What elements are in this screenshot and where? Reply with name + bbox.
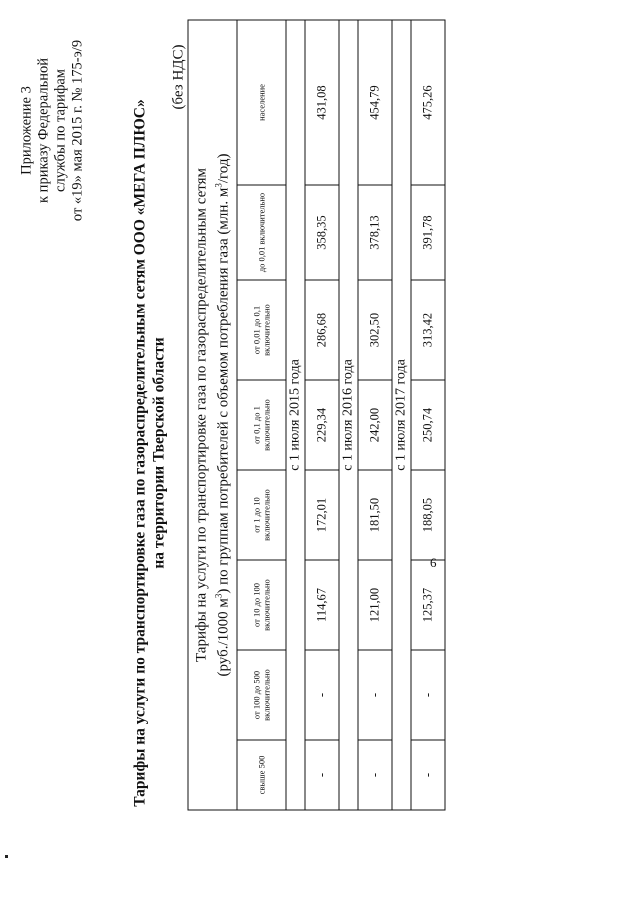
table-cell: 172,01	[305, 470, 339, 560]
table-cell: -	[358, 650, 392, 740]
table-cell: 121,00	[358, 560, 392, 650]
tariff-table	[187, 19, 445, 810]
unit-exponent: 3	[212, 593, 223, 598]
table-cell: -	[411, 650, 445, 740]
period-label: с 1 июля 2015 года	[286, 19, 305, 809]
table-cell: 302,50	[358, 280, 392, 380]
table-cell: 378,13	[358, 185, 392, 280]
table-cell: 391,78	[411, 185, 445, 280]
header-cell: от 0,01 до 0,1 включительно	[237, 280, 286, 380]
period-row	[286, 19, 305, 809]
table-row	[305, 19, 339, 809]
table-caption	[188, 19, 237, 809]
page-number: 6	[430, 555, 437, 570]
table-cell: 125,37	[411, 560, 445, 650]
table-cell: 286,68	[305, 280, 339, 380]
scan-mark	[5, 855, 8, 858]
header-cell: до 0,01 включительно	[237, 185, 286, 280]
table-cell: 358,35	[305, 185, 339, 280]
table-row	[411, 19, 445, 809]
title-line-1: Тарифы на услуги по транспортировке газа по газораспределительным сетям ООО «МЕГА ПЛЮС»	[131, 98, 148, 807]
table-cell: 114,67	[305, 560, 339, 650]
header-cell: от 10 до 100 включительно	[237, 560, 286, 650]
title-line-2: на территории Тверской области	[150, 336, 167, 569]
period-label: с 1 июля 2016 года	[339, 19, 358, 809]
header-cell: население	[237, 19, 286, 184]
table-cell: 181,50	[358, 470, 392, 560]
unit-exponent: 3	[212, 182, 223, 188]
header-row	[237, 19, 286, 809]
table-cell: 431,08	[305, 19, 339, 184]
appendix-block	[18, 15, 86, 245]
table-cell: -	[305, 650, 339, 740]
vat-note: (без НДС)	[170, 43, 186, 109]
period-label: с 1 июля 2017 года	[392, 19, 411, 809]
document-title	[130, 0, 168, 905]
appendix-line-4: от «19» мая 2015 г. № 175-э/9	[69, 39, 85, 221]
period-row	[392, 19, 411, 809]
caption-line-1: Тарифы на услуги по транспортировке газа по газораспределительным сетям	[192, 167, 209, 662]
table-cell: 313,42	[411, 280, 445, 380]
caption-line-2: (руб./1000 $м^3$) по группам потребителей с объемом потребления газа (млн. $м^3/год$)	[212, 152, 231, 676]
table-cell: 242,00	[358, 380, 392, 470]
header-cell: от 0,1 до 1 включительно	[237, 380, 286, 470]
table-cell: 475,26	[411, 19, 445, 184]
header-cell: свыше 500	[237, 740, 286, 810]
table-cell: 250,74	[411, 380, 445, 470]
table-cell: -	[411, 740, 445, 810]
header-cell: от 100 до 500 включительно	[237, 650, 286, 740]
table-row	[358, 19, 392, 809]
appendix-line-1: Приложение 3	[18, 85, 34, 175]
table-cell: 454,79	[358, 19, 392, 184]
period-row	[339, 19, 358, 809]
appendix-line-3: службы по тарифам	[52, 68, 68, 192]
table-cell: -	[305, 740, 339, 810]
table-cell: -	[358, 740, 392, 810]
table-cell: 188,05	[411, 470, 445, 560]
header-cell: от 1 до 10 включительно	[237, 470, 286, 560]
table-cell: 229,34	[305, 380, 339, 470]
appendix-line-2: к приказу Федеральной	[35, 57, 51, 203]
